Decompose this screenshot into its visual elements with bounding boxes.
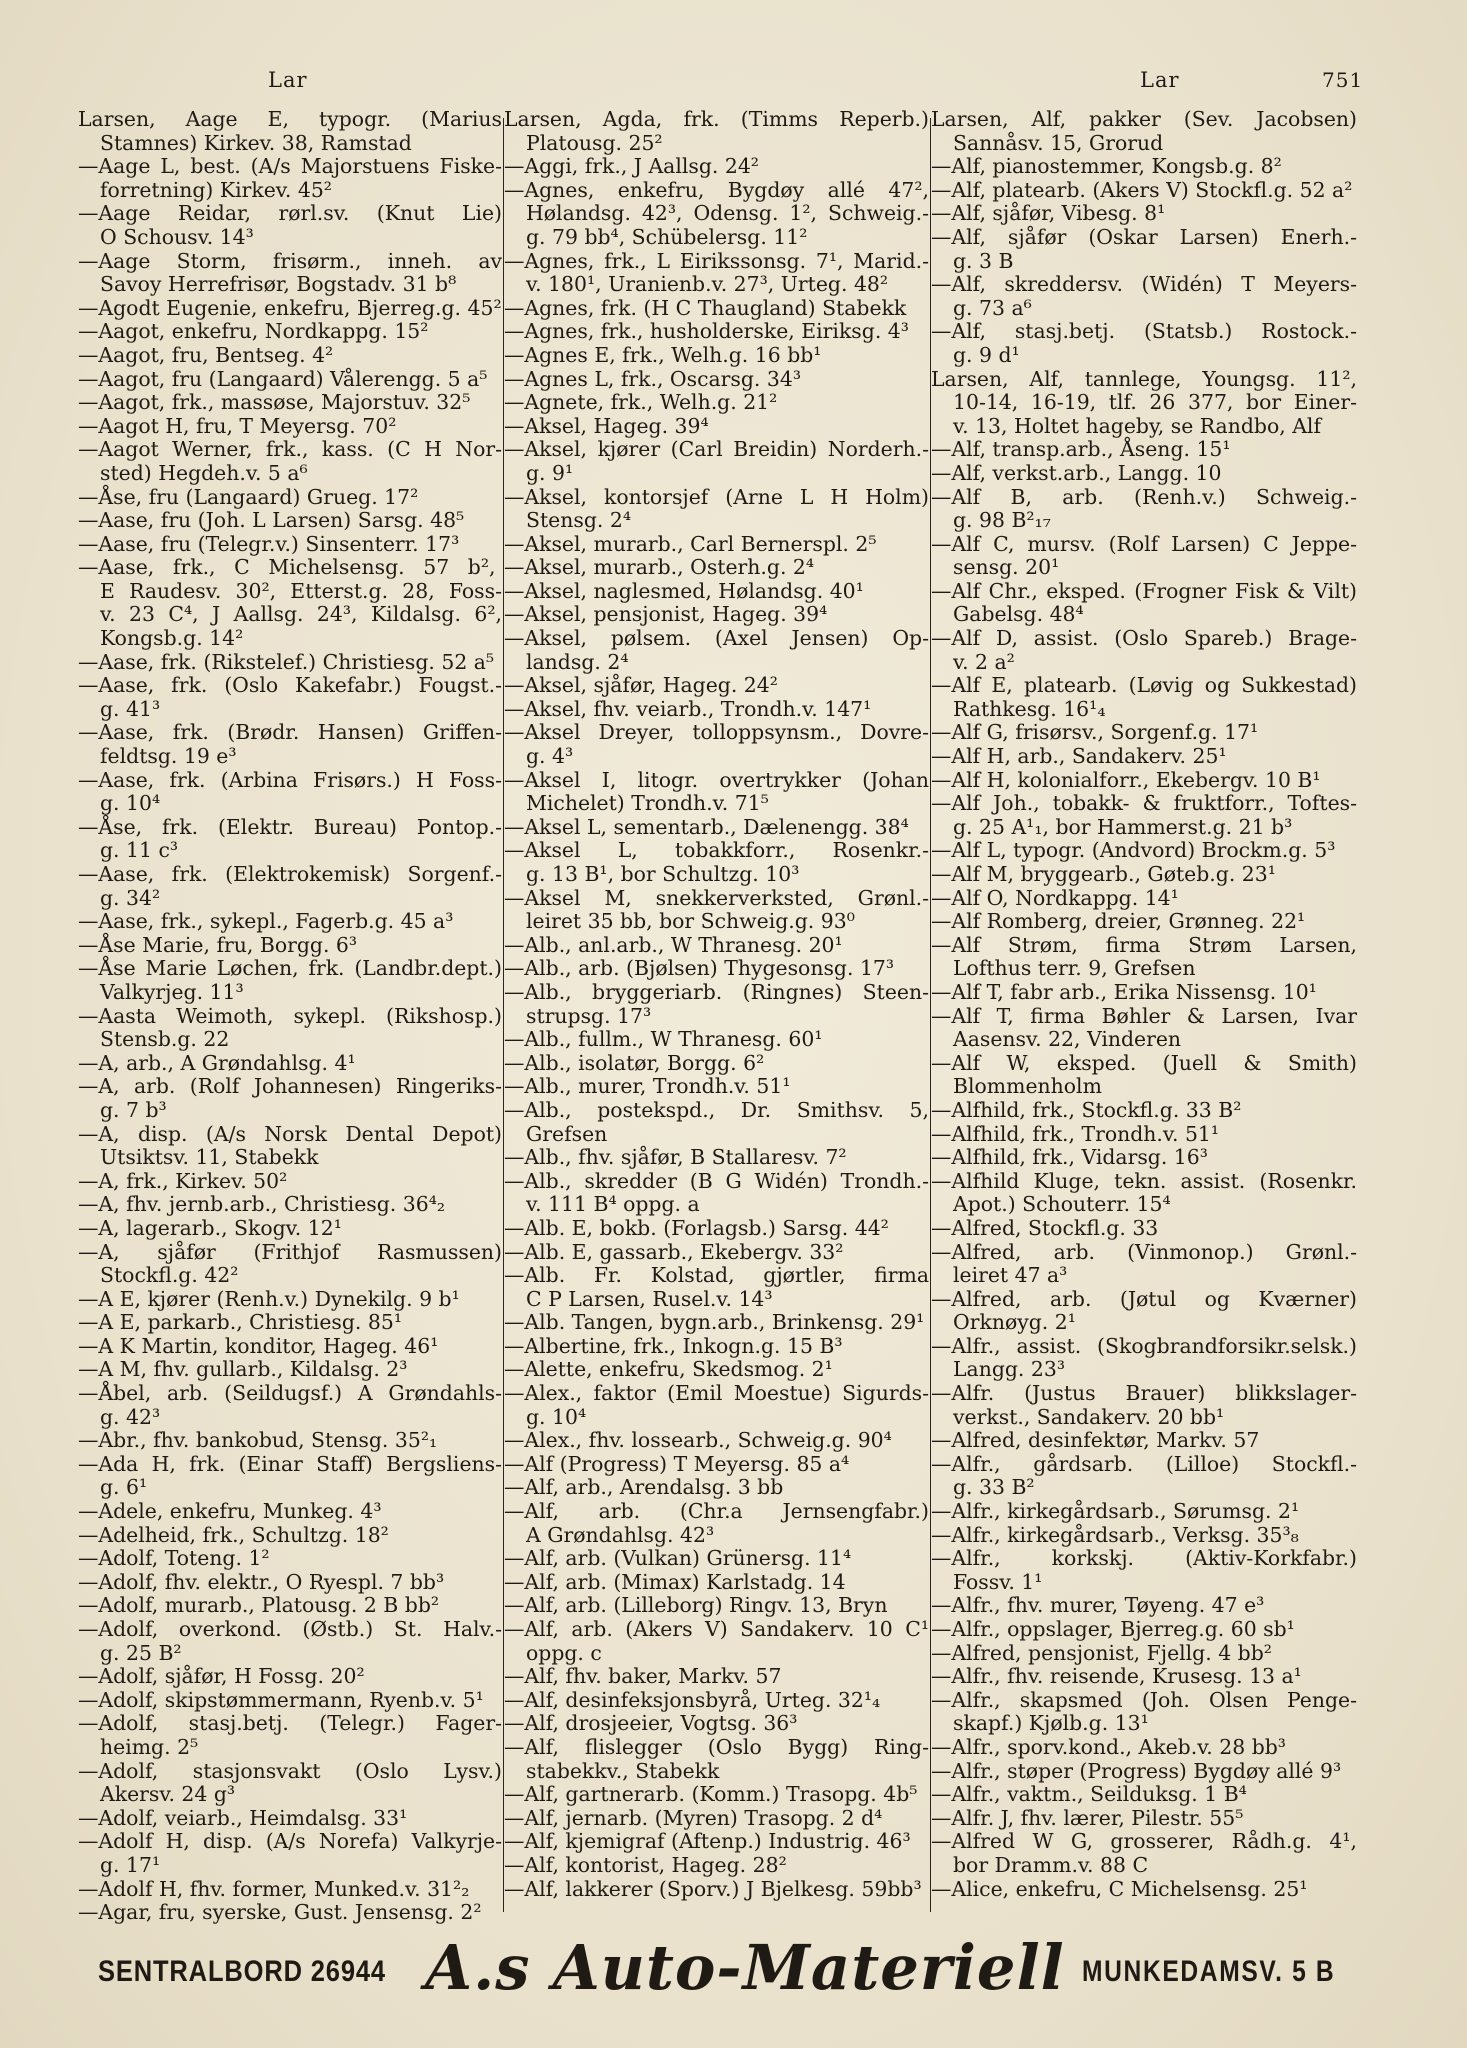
directory-entry-line: Grefsen [526,1121,608,1146]
directory-column-1 [78,107,502,1925]
directory-entry-line: —Adolf, veiarb., Heimdalsg. 33¹ [78,1805,408,1830]
directory-entry-line: —Alex., fhv. lossearb., Schweig.g. 90⁴ [504,1428,892,1453]
directory-entry-line: —Alf B, arb. (Renh.v.) Schweig.- [931,484,1357,509]
directory-entry-line: g. 34² [100,885,161,910]
directory-entry-line: —Aase, fru (Telegr.v.) Sinsenterr. 17³ [78,531,460,556]
directory-entry-line: —Adolf, fhv. elektr., O Ryespl. 7 bb³ [78,1569,445,1594]
directory-entry-line: —Alfr., oppslager, Bjerreg.g. 60 sb¹ [931,1617,1295,1641]
directory-entry-line: —Aksel, naglesmed, Hølandsg. 40¹ [504,578,864,603]
directory-entry-line: heimg. 2⁵ [100,1734,199,1759]
directory-entry-line: —Alf, arb., Arendalsg. 3 bb [504,1475,784,1500]
directory-entry-line: g. 17¹ [100,1852,161,1877]
directory-entry-line: skapf.) Kjølb.g. 13¹ [953,1711,1149,1736]
directory-entry-line: —Alb. E, bokb. (Forlagsb.) Sarsg. 44² [504,1215,889,1240]
directory-entry-line: —Alfhild, frk., Stockfl.g. 33 B² [931,1097,1242,1122]
directory-entry-line: g. 3 B [953,248,1014,273]
directory-entry-line: Rathkesg. 16¹₄ [953,696,1106,721]
directory-entry-line: leiret 35 bb, bor Schweig.g. 93⁰ [526,909,855,934]
directory-entry-line: E Raudesv. 30², Etterst.g. 28, Foss- [100,578,502,603]
directory-entry-line: —Adolf H, disp. (A/s Norefa) Valkyrje- [78,1829,502,1854]
ad-address: MUNKEDAMSV. 5 B [1082,1955,1336,1988]
page-number: 751 [1322,68,1364,92]
directory-entry-line: —A K Martin, konditor, Hageg. 46¹ [78,1333,439,1358]
directory-entry-line: —Alf Chr., eksped. (Frogner Fisk & Vilt) [931,578,1357,603]
directory-entry-line: —Alf (Progress) T Meyersg. 85 a⁴ [504,1451,850,1476]
directory-entry-line: —Aksel, Hageg. 39⁴ [504,413,709,438]
directory-entry-line: —Alfr., støper (Progress) Bygdøy allé 9³ [931,1758,1342,1783]
directory-entry-line: —Alf H, kolonialforr., Ekebergv. 10 B¹ [931,767,1321,792]
directory-entry-line: —Alb., fhv. sjåfør, B Stallaresv. 7² [504,1145,847,1170]
directory-entry-line: —Alf L, typogr. (Andvord) Brockm.g. 5³ [931,838,1336,863]
directory-entry-line: Stensg. 2⁴ [526,508,631,533]
directory-entry-line: Lofthus terr. 9, Grefsen [953,956,1196,981]
directory-entry-line: A Grøndahlsg. 42³ [526,1522,715,1547]
directory-entry-line: —Alf, pianostemmer, Kongsb.g. 8² [931,154,1282,179]
directory-entry-line: —Aksel Dreyer, tolloppsynsm., Dovre- [504,720,929,745]
directory-entry-line: —A M, fhv. gullarb., Kildalsg. 2³ [78,1357,408,1382]
directory-entry-line: —Alf H, arb., Sandakerv. 25¹ [931,744,1227,769]
directory-entry-line: Orknøyg. 2¹ [953,1310,1076,1335]
directory-entry-line: —Adolf, stasjonsvakt (Oslo Lysv.) [78,1758,502,1783]
directory-entry-line: —Agnes E, frk., Welh.g. 16 bb¹ [504,342,822,367]
ad-phone-number: SENTRALBORD 26944 [98,1955,386,1988]
directory-entry-line: —Alf, verkst.arb., Langg. 10 [931,460,1222,485]
directory-entry-line: —Alb., skredder (B G Widén) Trondh.- [504,1168,929,1193]
directory-entry-line: —Alfhild, frk., Vidarsg. 16³ [931,1145,1208,1170]
directory-entry-line: Stensb.g. 22 [100,1027,230,1052]
directory-entry-line: —Abr., fhv. bankobud, Stensg. 35²₁ [78,1428,438,1453]
directory-entry-line: —Alfr. (Justus Brauer) blikkslager- [931,1381,1357,1406]
directory-entry-line: Larsen, Alf, tannlege, Youngsg. 11², [931,366,1357,391]
directory-entry-line: g. 25 A¹₁, bor Hammerst.g. 21 b³ [953,814,1293,839]
directory-entry-line: —Alb., anl.arb., W Thranesg. 20¹ [504,932,843,957]
directory-entry-line: —Alf, arb. (Lilleborg) Ringv. 13, Bryn [504,1593,888,1618]
directory-entry-line: —Alfr., kirkegårdsarb., Sørumsg. 2¹ [931,1499,1300,1524]
directory-entry-line: —Alf, desinfeksjonsbyrå, Urteg. 32¹₄ [504,1687,881,1712]
directory-entry-line: —Åse Marie Løchen, frk. (Landbr.dept.) [78,956,502,981]
directory-entry-line: —Adolf H, fhv. former, Munked.v. 31²₂ [78,1876,470,1901]
directory-entry-line: —Alf, arb. (Chr.a Jernsengfabr.) [504,1499,929,1524]
directory-entry-line: —Alf G, frisørsv., Sorgenf.g. 17¹ [931,720,1259,745]
directory-entry-line: —Alf O, Nordkappg. 14¹ [931,885,1179,910]
directory-entry-line: —Adolf, sjåfør, H Fossg. 20² [78,1664,365,1689]
directory-entry-line: —A, lagerarb., Skogv. 12¹ [78,1215,342,1240]
directory-entry-line: g. 4³ [526,744,574,769]
directory-entry-line: g. 42³ [100,1404,161,1429]
directory-entry-line: —Aagot, fru, Bentseg. 4² [78,342,334,367]
directory-entry-line: —Aage Storm, frisørm., inneh. av [78,248,502,273]
directory-entry-line: g. 41³ [100,696,161,721]
directory-entry-line: —Alfr., kirkegårdsarb., Verksg. 35³₈ [931,1522,1299,1547]
directory-entry-line: —Alf M, bryggearb., Gøteb.g. 23¹ [931,862,1276,886]
directory-entry-line: —Aksel, murarb., Osterh.g. 2⁴ [504,555,815,580]
directory-entry-line: Apot.) Schouterr. 15⁴ [953,1192,1171,1217]
ad-brand-name: A.s Auto-Materiell [425,1931,1065,2004]
directory-column-3 [931,108,1357,1913]
directory-entry-line: Larsen, Aage E, typogr. (Marius [78,107,502,131]
directory-entry-line: —Alf D, assist. (Oslo Spareb.) Brage- [931,626,1357,651]
directory-entry-line: —Aagot Werner, frk., kass. (C H Nor- [78,437,502,462]
directory-entry-line: —Aagot, enkefru, Nordkappg. 15² [78,319,429,344]
directory-entry-line: Platousg. 25² [526,130,663,155]
directory-entry-line: —Aksel I, litogr. overtrykker (Johan [504,767,929,792]
directory-entry-line: —Alfr., gårdsarb. (Lilloe) Stockfl.- [931,1451,1357,1476]
directory-entry-line: g. 9¹ [526,460,574,485]
directory-entry-line: Utsiktsv. 11, Stabekk [100,1145,319,1170]
directory-entry-line: —Alfhild, frk., Trondh.v. 51¹ [931,1121,1220,1146]
directory-entry-line: —Alf, gartnerarb. (Komm.) Trasopg. 4b⁵ [504,1782,918,1807]
directory-entry-line: —A, disp. (A/s Norsk Dental Depot) [78,1121,502,1146]
directory-entry-line: —Alf, fhv. baker, Markv. 57 [504,1664,782,1689]
directory-entry-line: Michelet) Trondh.v. 71⁵ [526,791,769,816]
directory-entry-line: Fossv. 1¹ [953,1569,1043,1594]
directory-entry-line: —Alf, drosjeeier, Vogtsg. 36³ [504,1711,798,1736]
directory-entry-line: Valkyrjeg. 11³ [100,979,244,1004]
directory-entry-line: —Alf, kjemigraf (Aftenp.) Industrig. 46³ [504,1829,911,1854]
directory-entry-line: —Aksel L, sementarb., Dælenengg. 38⁴ [504,814,909,839]
advertisement-banner [0,1925,1467,2015]
directory-entry-line: —Alette, enkefru, Skedsmog. 2¹ [504,1357,833,1382]
directory-entry-line: —Alfred, Stockfl.g. 33 [931,1215,1159,1240]
directory-entry-line: —Alf, arb. (Mimax) Karlstadg. 14 [504,1569,846,1594]
directory-entry-line: —Aage Reidar, rørl.sv. (Knut Lie) [78,201,502,226]
directory-entry-line: —Adolf, stasj.betj. (Telegr.) Fager- [78,1711,502,1736]
directory-entry-line: —Albertine, frk., Inkogn.g. 15 B³ [504,1333,843,1358]
directory-entry-line: —Agnes, enkefru, Bygdøy allé 47², [504,177,929,202]
directory-entry-line: 10-14, 16-19, tlf. 26 377, bor Einer- [953,390,1357,415]
directory-entry-line: —Alfred W G, grosserer, Rådh.g. 4¹, [931,1829,1357,1854]
directory-entry-line: g. 10⁴ [100,791,161,816]
directory-entry-line: —Alfr., fhv. murer, Tøyeng. 47 e³ [931,1593,1265,1618]
directory-entry-line: —Alf, arb. (Vulkan) Grünersg. 11⁴ [504,1546,852,1571]
directory-entry-line: Langg. 23³ [953,1357,1066,1382]
directory-entry-line: —Alf, flislegger (Oslo Bygg) Ring- [504,1734,929,1759]
directory-entry-line: Stamnes) Kirkev. 38, Ramstad [100,130,412,155]
directory-entry-line: verkst., Sandakerv. 20 bb¹ [953,1404,1225,1429]
directory-entry-line: —Alfred, arb. (Vinmonop.) Grønl.- [931,1239,1357,1264]
directory-entry-line: —Alf, jernarb. (Myren) Trasopg. 2 d⁴ [504,1805,883,1830]
directory-entry-line: —Adelheid, frk., Schultzg. 18² [78,1522,389,1547]
directory-entry-line: —Alf, skreddersv. (Widén) T Meyers- [931,272,1357,297]
directory-entry-line: stabekkv., Stabekk [526,1758,720,1783]
directory-entry-line: —Adele, enkefru, Munkeg. 4³ [78,1499,382,1524]
directory-entry-line: forretning) Kirkev. 45² [100,177,332,202]
directory-entry-line: —Aagot, fru (Langaard) Vålerengg. 5 a⁵ [78,366,488,391]
directory-entry-line: —Agodt Eugenie, enkefru, Bjerreg.g. 45² [78,295,502,320]
directory-entry-line: v. 180¹, Uranienb.v. 27³, Urteg. 48² [526,272,889,297]
directory-entry-line: —Alf, lakkerer (Sporv.) J Bjelkesg. 59bb³ [504,1876,922,1901]
directory-entry-line: —Aksel, fhv. veiarb., Trondh.v. 147¹ [504,696,872,721]
directory-entry-line: g. 13 B¹, bor Schultzg. 10³ [526,862,800,886]
directory-entry-line: —Alf T, firma Bøhler & Larsen, Ivar [931,1003,1357,1028]
directory-entry-line: —Aase, frk., sykepl., Fagerb.g. 45 a³ [78,909,454,934]
directory-entry-line: Gabelsg. 48⁴ [953,602,1084,627]
directory-entry-line: —Alf W, eksped. (Juell & Smith) [931,1050,1357,1075]
directory-entry-line: g. 33 B² [953,1475,1035,1500]
directory-entry-line: —Adolf, skipstømmermann, Ryenb.v. 5¹ [78,1687,484,1712]
directory-entry-line: —A, fhv. jernb.arb., Christiesg. 36⁴₂ [78,1192,446,1217]
directory-entry-line: —Alf T, fabr arb., Erika Nissensg. 10¹ [931,979,1317,1004]
directory-entry-line: —Agnes L, frk., Oscarsg. 34³ [504,366,802,391]
directory-entry-line: —Alb. Fr. Kolstad, gjørtler, firma [504,1263,929,1288]
directory-entry-line: —Aase, frk. (Brødr. Hansen) Griffen- [78,720,502,745]
directory-entry-line: —Agnete, frk., Welh.g. 21² [504,390,778,415]
directory-entry-line: —Alb. E, gassarb., Ekebergv. 33² [504,1239,844,1264]
directory-entry-line: —Alf, platearb. (Akers V) Stockfl.g. 52 a² [931,177,1353,202]
directory-entry-line: —Alice, enkefru, C Michelsensg. 25¹ [931,1876,1308,1901]
directory-entry-line: —Alb., arb. (Bjølsen) Thygesonsg. 17³ [504,956,895,981]
directory-entry-line: —Agnes, frk. (H C Thaugland) Stabekk [504,295,907,320]
directory-entry-line: g. 73 a⁶ [953,295,1032,320]
directory-entry-line: —Aasta Weimoth, sykepl. (Rikshosp.) [78,1003,502,1028]
directory-entry-line: —Åse, frk. (Elektr. Bureau) Pontop.- [78,814,502,839]
directory-entry-line: landsg. 2⁴ [526,649,629,674]
directory-entry-line: Kongsb.g. 14² [100,626,244,651]
directory-entry-line: Larsen, Agda, frk. (Timms Reperb.) [504,107,929,131]
directory-entry-line: —Alfr., sporv.kond., Akeb.v. 28 bb³ [931,1734,1286,1759]
directory-entry-line: —Alfr., assist. (Skogbrandforsikr.selsk.) [931,1333,1357,1358]
directory-entry-line: —A E, parkarb., Christiesg. 85¹ [78,1310,403,1335]
directory-entry-line: —Alb., isolatør, Borgg. 6² [504,1050,765,1075]
directory-entry-line: —Agnes, frk., L Eirikssonsg. 7¹, Marid.- [504,248,929,273]
directory-entry-line: —Ada H, frk. (Einar Staff) Bergsliens- [78,1451,502,1476]
directory-entry-line: —Alf, stasj.betj. (Statsb.) Rostock.- [931,319,1357,344]
directory-entry-line: v. 23 C⁴, J Aallsg. 24³, Kildalsg. 6², [100,602,502,627]
directory-entry-line: —Åse Marie, fru, Borgg. 6³ [78,932,358,957]
directory-entry-line: v. 111 B⁴ oppg. a [526,1192,700,1217]
directory-entry-line: —Agar, fru, syerske, Gust. Jensensg. 2² [78,1900,482,1925]
directory-entry-line: —Aksel, murarb., Carl Bernerspl. 2⁵ [504,531,877,556]
directory-entry-line: —Aase, frk. (Oslo Kakefabr.) Fougst.- [78,673,502,698]
directory-entry-line: v. 2 a² [953,649,1015,674]
directory-entry-line: —Aagot, frk., massøse, Majorstuv. 32⁵ [78,390,471,415]
directory-entry-line: —Aksel, sjåfør, Hageg. 24² [504,673,778,698]
directory-entry-line: —Alfhild Kluge, tekn. assist. (Rosenkr. [931,1168,1357,1193]
directory-entry-line: —A, sjåfør (Frithjof Rasmussen) [78,1239,502,1264]
running-header-right: Lar [1140,68,1180,92]
directory-entry-line: sensg. 20¹ [953,555,1060,580]
directory-entry-line: —Alfred, pensjonist, Fjellg. 4 bb² [931,1640,1272,1665]
directory-entry-line: —Alb. Tangen, bygn.arb., Brinkensg. 29¹ [504,1310,925,1335]
directory-entry-line: —Aksel M, snekkerverksted, Grønl.- [504,885,929,910]
directory-entry-line: g. 7 b³ [100,1097,167,1122]
directory-entry-line: —Alfr., korkskj. (Aktiv-Korkfabr.) [931,1546,1357,1571]
directory-entry-line: —Aksel, pensjonist, Hageg. 39⁴ [504,602,828,627]
directory-entry-line: —Aase, frk., C Michelsensg. 57 b², [78,555,502,580]
directory-entry-line: —Alfr., vaktm., Seilduksg. 1 B⁴ [931,1782,1247,1807]
directory-entry-line: —Alb., murer, Trondh.v. 51¹ [504,1074,791,1099]
directory-entry-line: —Alf, sjåfør (Oskar Larsen) Enerh.- [931,224,1357,249]
directory-entry-line: —Alf, arb. (Akers V) Sandakerv. 10 C¹ [504,1617,929,1641]
directory-entry-line: —Aagot H, fru, T Meyersg. 70² [78,413,397,438]
directory-entry-line: —Aase, frk. (Rikstelef.) Christiesg. 52 a⁵ [78,649,495,674]
directory-entry-line: —Alfred, arb. (Jøtul og Kværner) [931,1286,1357,1311]
directory-entry-line: —Alb., bryggeriarb. (Ringnes) Steen- [504,979,929,1004]
directory-entry-line: g. 9 d¹ [953,342,1020,367]
directory-entry-line: —Alb., postekspd., Dr. Smithsv. 5, [504,1097,929,1122]
directory-entry-line: bor Dramm.v. 88 C [953,1852,1149,1877]
directory-entry-line: —Alfr. J, fhv. lærer, Pilestr. 55⁵ [931,1805,1244,1830]
directory-entry-line: —Aage L, best. (A/s Majorstuens Fiske- [78,154,502,179]
directory-entry-line: g. 25 B² [100,1640,182,1665]
running-header-left: Lar [268,68,308,92]
directory-entry-line: —Alf E, platearb. (Løvig og Sukkestad) [931,673,1357,698]
directory-entry-line: —Alb., fullm., W Thranesg. 60¹ [504,1027,823,1052]
directory-entry-line: —Aksel, pølsem. (Axel Jensen) Op- [504,626,929,651]
directory-entry-line: —Alf, sjåfør, Vibesg. 8¹ [931,201,1166,226]
directory-entry-line: Aasensv. 22, Vinderen [953,1027,1182,1052]
directory-entry-line: —A, frk., Kirkev. 50² [78,1168,288,1193]
directory-entry-line: —A E, kjører (Renh.v.) Dynekilg. 9 b¹ [78,1286,460,1311]
directory-entry-line: —Adolf, Toteng. 1² [78,1546,270,1571]
directory-entry-line: —Aksel L, tobakkforr., Rosenkr.- [504,838,929,863]
directory-entry-line: —Aksel, kjører (Carl Breidin) Norderh.- [504,437,929,462]
directory-entry-line: —Aggi, frk., J Aallsg. 24² [504,154,759,179]
directory-entry-line: —Alfr., skapsmed (Joh. Olsen Penge- [931,1687,1357,1712]
directory-entry-line: —Aase, frk. (Elektrokemisk) Sorgenf.- [78,862,502,886]
directory-entry-line: —Agnes, frk., husholderske, Eiriksg. 4³ [504,319,909,344]
directory-entry-line: sted) Hegdeh.v. 5 a⁶ [100,460,308,485]
directory-entry-line: g. 79 bb⁴, Schübelersg. 11² [526,224,808,249]
directory-entry-line: —Alf C, mursv. (Rolf Larsen) C Jeppe- [931,531,1357,556]
directory-entry-line: g. 98 B²₁₇ [953,508,1051,533]
directory-entry-line: Sannåsv. 15, Grorud [953,130,1164,155]
directory-entry-line: —Alf, kontorist, Hageg. 28² [504,1852,787,1877]
directory-entry-line: —A, arb., A Grøndahlsg. 4¹ [78,1050,356,1075]
directory-entry-line: Blommenholm [953,1074,1102,1099]
directory-entry-line: Larsen, Alf, pakker (Sev. Jacobsen) [931,107,1357,131]
directory-entry-line: —Åse, fru (Langaard) Grueg. 17² [78,484,419,509]
directory-entry-line: leiret 47 a³ [953,1263,1068,1288]
directory-entry-line: —A, arb. (Rolf Johannesen) Ringeriks- [78,1074,502,1099]
directory-entry-line: —Alf, transp.arb., Åseng. 15¹ [931,437,1231,462]
directory-entry-line: —Alf Romberg, dreier, Grønneg. 22¹ [931,909,1306,934]
directory-entry-line: —Alf Joh., tobakk- & fruktforr., Toftes- [931,791,1357,816]
directory-entry-line: Akersv. 24 g³ [100,1782,236,1807]
directory-entry-line: g. 6¹ [100,1475,148,1500]
directory-entry-line: oppg. c [526,1640,602,1665]
directory-entry-line: —Alex., faktor (Emil Moestue) Sigurds- [504,1381,929,1406]
directory-entry-line: g. 11 c³ [100,838,179,863]
directory-entry-line: —Adolf, overkond. (Østb.) St. Halv.- [78,1617,502,1641]
directory-entry-line: feldtsg. 19 e³ [100,744,237,769]
directory-entry-line: Hølandsg. 42³, Odensg. 1², Schweig.- [526,201,929,226]
directory-entry-line: —Åbel, arb. (Seildugsf.) A Grøndahls- [78,1381,502,1406]
directory-entry-line: —Adolf, murarb., Platousg. 2 B bb² [78,1593,440,1618]
directory-entry-line: Stockfl.g. 42² [100,1263,239,1288]
directory-entry-line: —Alf Strøm, firma Strøm Larsen, [931,932,1357,957]
directory-entry-line: O Schousv. 14³ [100,224,254,249]
directory-entry-line: strupsg. 17³ [526,1003,652,1028]
directory-column-2 [504,108,929,1913]
directory-entry-line: v. 13, Holtet hageby, se Randbo, Alf [953,413,1321,438]
directory-entry-line: —Aksel, kontorsjef (Arne L H Holm) [504,484,929,509]
directory-entry-line: —Alfred, desinfektør, Markv. 57 [931,1428,1260,1453]
directory-entry-line: —Aase, frk. (Arbina Frisørs.) H Foss- [78,767,502,792]
directory-entry-line: —Alfr., fhv. reisende, Krusesg. 13 a¹ [931,1664,1302,1689]
directory-entry-line: C P Larsen, Rusel.v. 14³ [526,1286,773,1311]
directory-entry-line: —Aase, fru (Joh. L Larsen) Sarsg. 48⁵ [78,508,465,533]
directory-entry-line: g. 10⁴ [526,1404,587,1429]
directory-entry-line: Savoy Herrefrisør, Bogstadv. 31 b⁸ [100,272,457,297]
